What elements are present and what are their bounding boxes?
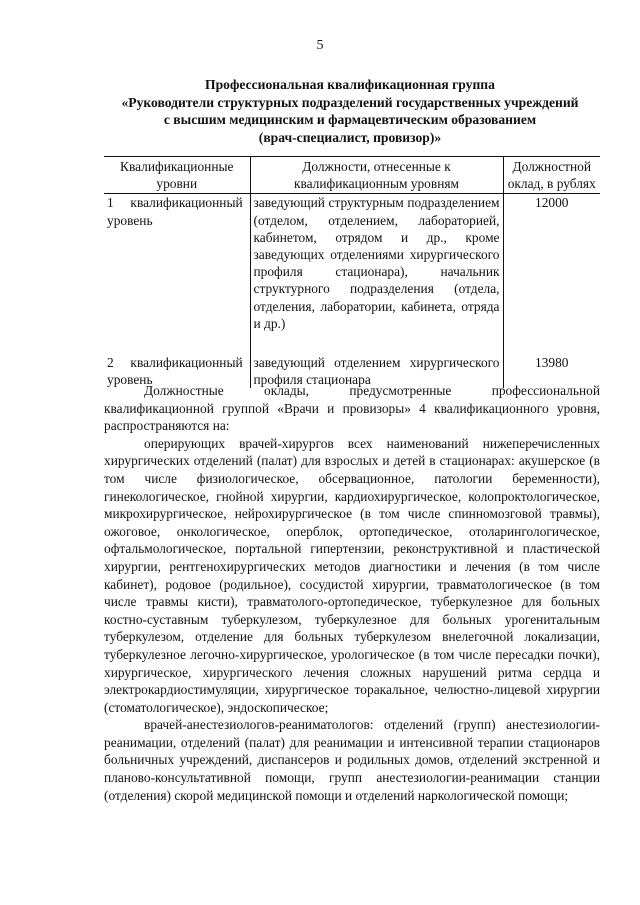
header-positions: Должности, отнесенные к квалификационным уровням <box>250 157 503 194</box>
row-2-positions: заведующий отделением хирургического профиля стационара <box>250 354 503 388</box>
title-line-2: «Руководители структурных подразделений государственных учреждений <box>121 94 579 110</box>
body-text <box>104 382 600 804</box>
header-levels: Квалификационные уровни <box>104 157 250 194</box>
row-1-level: 1 квалификационный уровень <box>107 195 243 228</box>
paragraph-surgeons: оперирующих врачей-хирургов всех наименований нижеперечисленных хирургических отделений (палат) для взрослых и детей в стационарах: акушерское (в том числе физиологическое, обсервационное, патологии беременности), гинекологическое, гнойной хирургии, кардиохирургическое, колопроктологическое, микрохирургическое, нейрохирургическое (в том числе спинномозговой травмы), ожоговое, онкологическое, оперблок, ортопедическое, отоларингологическое, офтальмологическое, портальной гипертензии, реконструктивной и пластической хирургии, рентгенохирургических методов диагностики и лечения (в том числе кабинет), родовое (родильное), сосудистой хирургии, травматологическое (в том числе травмы кисти), травматолого-ортопедическое, туберкулезное для больных костно-суставным туберкулезом, туберкулезное для больных урогенитальным туберкулезом, отделение для больных туберкулезом внелегочной локализации, туберкулезное легочно-хирургическое, урологическое (в том числе пересадки почки), хирургическое, хирургического лечения сложных нарушений ритма сердца и электрокардиостимуляции, хирургическое торакальное, челюстно-лицевой хирургии (стоматологическое), эндоскопическое; <box>104 435 600 715</box>
paragraph-intro: Должностные оклады, предусмотренные профессиональной квалификационной группой «Врачи и провизоры» 4 квалификационного уровня, распространяются на: <box>104 383 600 434</box>
paragraph-anesthesiologists: врачей-анестезиологов-реаниматологов: отделений (групп) анестезиологии-реанимации, отделений (палат) для реанимации и интенсивной терапии стационаров больничных учреждений, диспансеров и родильных домов, отделений экстренной и планово-консультативной помощи, групп анестезиологии-реанимации станции (отделения) скорой медицинской помощи и отделений наркологической помощи; <box>104 717 600 803</box>
title-line-1: Профессиональная квалификационная группа <box>205 77 495 92</box>
section-title <box>90 76 610 146</box>
row-2-salary: 13980 <box>503 354 600 388</box>
title-line-3: с высшим медицинским и фармацевтическим образованием <box>163 112 537 127</box>
header-salary: Должностной оклад, в рублях <box>503 157 600 194</box>
row-1-salary: 12000 <box>503 194 600 332</box>
page-number: 5 <box>316 38 324 53</box>
qualification-table <box>104 156 600 388</box>
title-line-4: (врач-специалист, провизор)» <box>258 129 442 145</box>
table-header-row <box>104 157 600 194</box>
table-row <box>104 194 600 332</box>
table-row-spacer <box>104 332 600 354</box>
row-2-level: 2 квалификационный уровень <box>107 355 243 388</box>
row-1-positions: заведующий структурным подразделением (отделом, отделением, лабораторией, кабинетом, отрядом и др., кроме заведующих отделениями хирургического профиля стационара), начальник структурного подразделения (отдела, отделения, лаборатории, кабинета, отряда и др.) <box>250 194 503 332</box>
